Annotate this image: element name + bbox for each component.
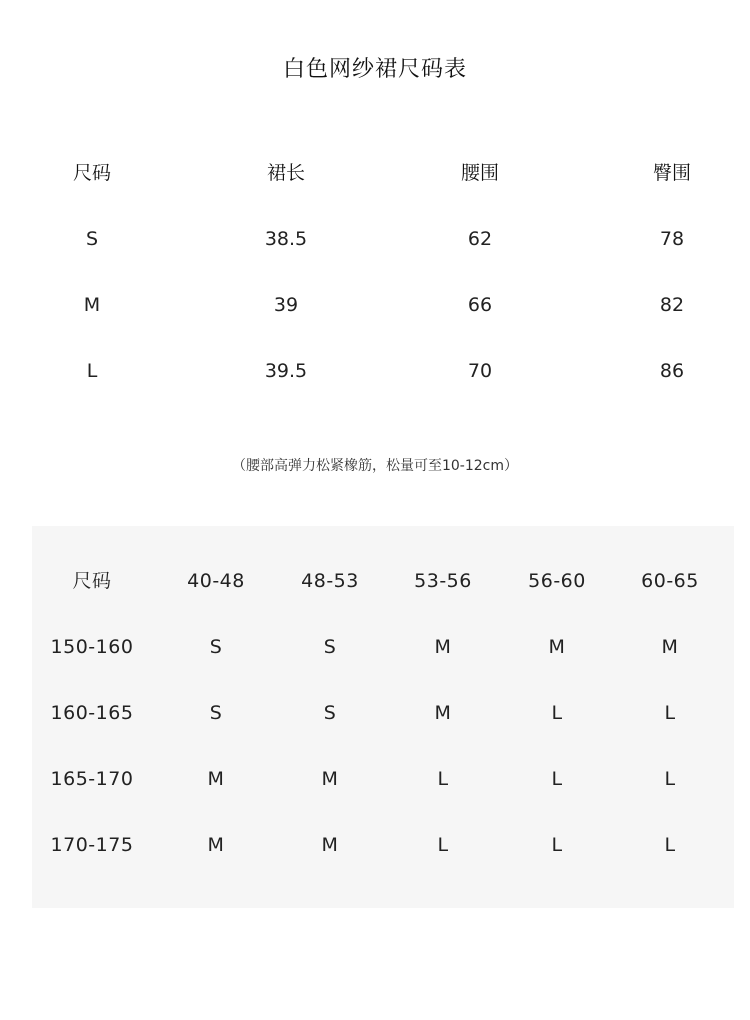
table-row [32, 614, 734, 680]
recommendation-header-row [32, 548, 734, 614]
recommended-size-cell: L [551, 834, 563, 856]
table-row [32, 680, 734, 746]
header-size: 尺码 [72, 570, 112, 592]
size-cell: S [85, 228, 99, 250]
recommended-size-cell: M [434, 636, 452, 658]
recommended-size-cell: L [551, 768, 563, 790]
header-weight-range: 40-48 [187, 570, 245, 592]
table-row [0, 338, 750, 404]
skirt-length-cell: 39.5 [264, 360, 308, 382]
height-range-cell: 165-170 [50, 768, 134, 790]
recommended-size-cell: L [551, 702, 563, 724]
recommended-size-cell: M [434, 702, 452, 724]
table-row [32, 746, 734, 812]
size-chart-table [0, 140, 750, 404]
recommended-size-cell: M [321, 768, 339, 790]
header-size: 尺码 [72, 162, 111, 184]
recommended-size-cell: M [207, 768, 225, 790]
size-chart-header-row [0, 140, 750, 206]
header-skirt-length: 裙长 [266, 162, 305, 184]
size-recommendation-panel [32, 526, 734, 908]
waist-cell: 62 [467, 228, 493, 250]
recommended-size-cell: L [664, 702, 676, 724]
skirt-length-cell: 38.5 [264, 228, 308, 250]
table-row [32, 812, 734, 878]
recommended-size-cell: M [661, 636, 679, 658]
size-cell: L [86, 360, 98, 382]
table-row [0, 206, 750, 272]
size-recommendation-table [32, 548, 734, 878]
recommended-size-cell: M [548, 636, 566, 658]
header-weight-range: 53-56 [414, 570, 472, 592]
height-range-cell: 160-165 [50, 702, 134, 724]
recommended-size-cell: L [664, 768, 676, 790]
hip-cell: 78 [659, 228, 685, 250]
size-cell: M [83, 294, 101, 316]
header-weight-range: 60-65 [641, 570, 699, 592]
recommended-size-cell: L [664, 834, 676, 856]
recommended-size-cell: M [207, 834, 225, 856]
page-title: 白色网纱裙尺码表 [282, 57, 467, 82]
recommended-size-cell: L [437, 834, 449, 856]
header-weight-range: 48-53 [301, 570, 359, 592]
recommended-size-cell: S [323, 636, 337, 658]
table-row [0, 272, 750, 338]
hip-cell: 82 [659, 294, 685, 316]
recommended-size-cell: L [437, 768, 449, 790]
recommended-size-cell: M [321, 834, 339, 856]
header-hip: 臀围 [652, 162, 691, 184]
height-range-cell: 170-175 [50, 834, 134, 856]
waist-cell: 70 [467, 360, 493, 382]
height-range-cell: 150-160 [50, 636, 134, 658]
recommended-size-cell: S [209, 636, 223, 658]
header-weight-range: 56-60 [528, 570, 586, 592]
waist-cell: 66 [467, 294, 493, 316]
recommended-size-cell: S [323, 702, 337, 724]
recommended-size-cell: S [209, 702, 223, 724]
hip-cell: 86 [659, 360, 685, 382]
skirt-length-cell: 39 [273, 294, 299, 316]
header-waist: 腰围 [460, 162, 499, 184]
waist-elastic-note: （腰部高弹力松紧橡筋，松量可至10-12cm） [231, 458, 518, 474]
